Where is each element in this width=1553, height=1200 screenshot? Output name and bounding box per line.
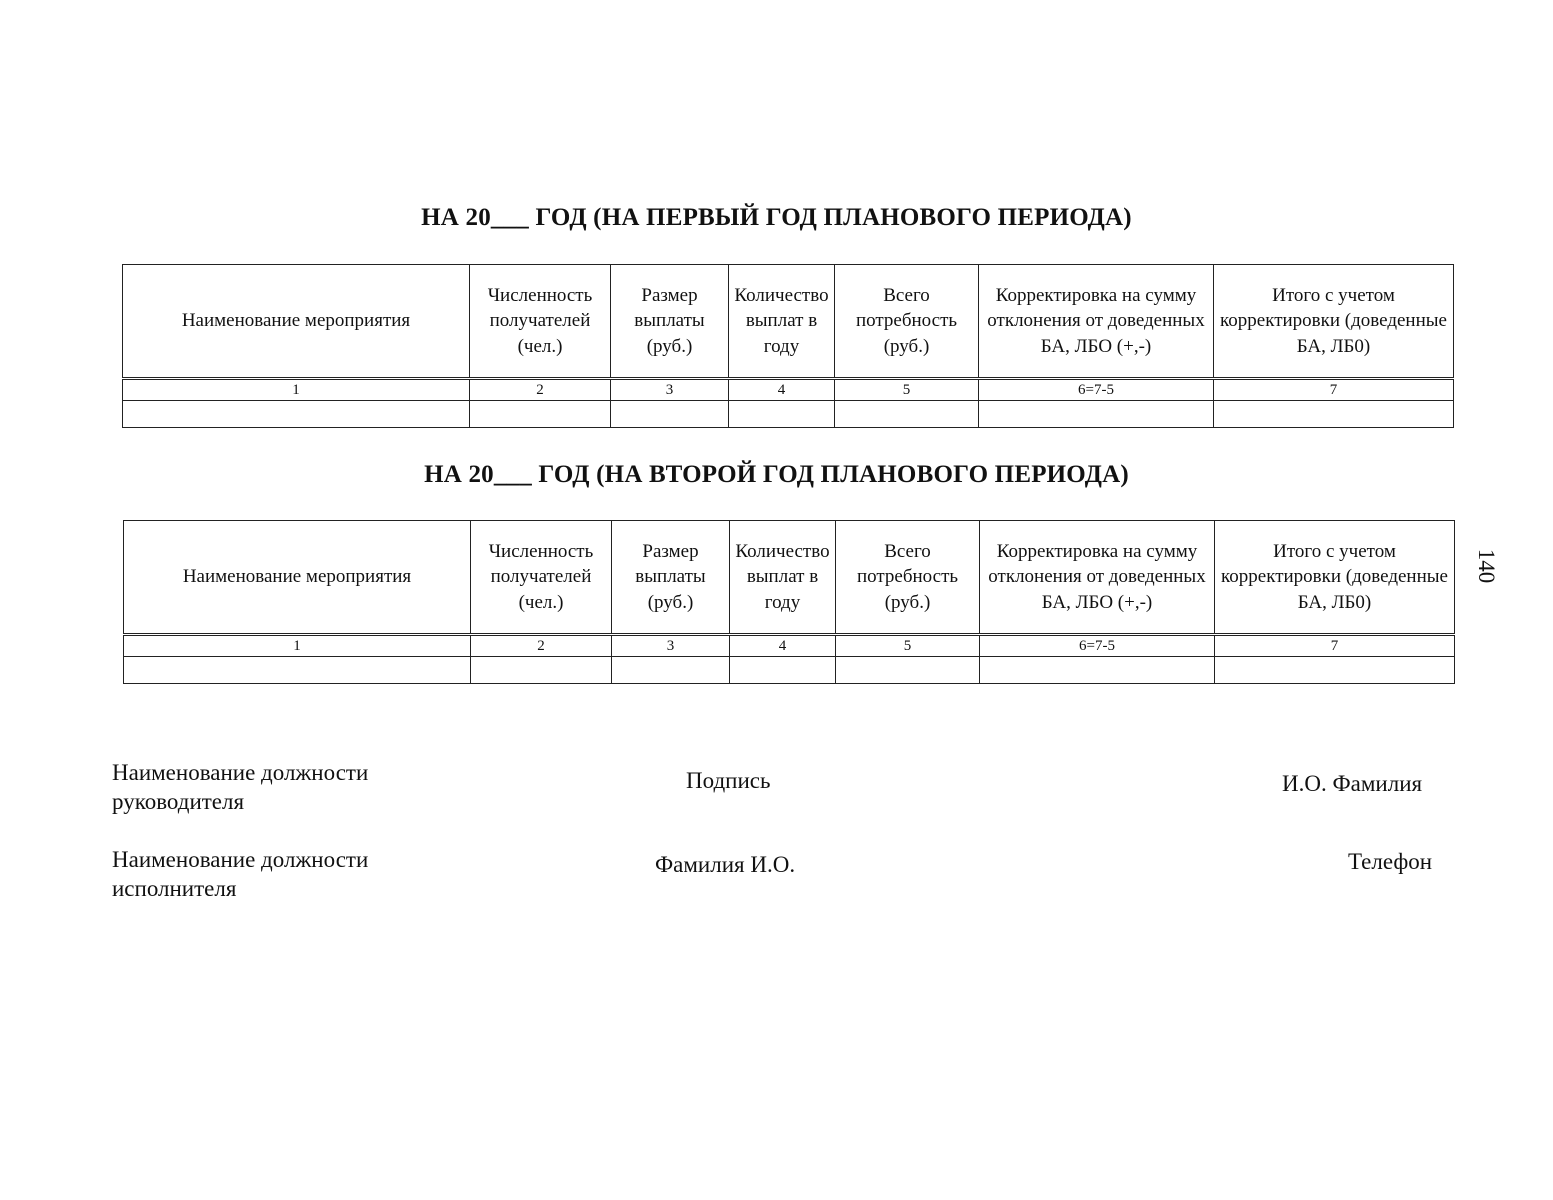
column-number: 7 <box>1215 635 1455 657</box>
header-total-need: Всего потребность (руб.) <box>835 265 979 379</box>
table-row <box>124 657 1455 684</box>
column-number: 5 <box>836 635 980 657</box>
payment-table-second-year <box>123 520 1455 684</box>
column-number: 7 <box>1214 379 1454 401</box>
signature-label: Подпись <box>686 768 771 793</box>
header-event-name: Наименование мероприятия <box>124 521 471 635</box>
header-total-need: Всего потребность (руб.) <box>836 521 980 635</box>
table-row <box>123 401 1454 428</box>
header-payments-per-year: Количество выплат в году <box>730 521 836 635</box>
empty-cell <box>612 657 730 684</box>
empty-cell <box>729 401 835 428</box>
header-total-adjusted: Итого с учетом корректировки (доведенные БА, ЛБ0) <box>1215 521 1455 635</box>
page-number: 140 <box>1474 548 1499 584</box>
column-number: 6=7-5 <box>979 379 1214 401</box>
empty-cell <box>124 657 471 684</box>
empty-cell <box>980 657 1215 684</box>
column-number: 4 <box>729 379 835 401</box>
head-position-label: Наименование должности руководителя <box>112 760 369 814</box>
empty-cell <box>611 401 729 428</box>
head-name-label: И.О. Фамилия <box>1282 771 1423 796</box>
header-event-name: Наименование мероприятия <box>123 265 470 379</box>
empty-cell <box>471 657 612 684</box>
column-number: 5 <box>835 379 979 401</box>
header-recipients-count: Численность получателей (чел.) <box>471 521 612 635</box>
header-total-adjusted: Итого с учетом корректировки (доведенные БА, ЛБ0) <box>1214 265 1454 379</box>
column-number: 1 <box>123 379 470 401</box>
empty-cell <box>470 401 611 428</box>
header-recipients-count: Численность получателей (чел.) <box>470 265 611 379</box>
column-number: 6=7-5 <box>980 635 1215 657</box>
header-adjustment: Корректировка на сумму отклонения от доведенных БА, ЛБО (+,-) <box>979 265 1214 379</box>
header-payments-per-year: Количество выплат в году <box>729 265 835 379</box>
executor-name-label: Фамилия И.О. <box>655 852 796 877</box>
payment-table-first-year <box>122 264 1454 428</box>
column-number: 3 <box>611 379 729 401</box>
table-1-title: НА 20___ ГОД (НА ПЕРВЫЙ ГОД ПЛАНОВОГО ПЕРИОДА) <box>421 204 1132 231</box>
column-number: 1 <box>124 635 471 657</box>
empty-cell <box>1215 657 1455 684</box>
column-number: 2 <box>470 379 611 401</box>
empty-cell <box>1214 401 1454 428</box>
header-payment-size: Размер выплаты (руб.) <box>612 521 730 635</box>
empty-cell <box>835 401 979 428</box>
column-number: 4 <box>730 635 836 657</box>
empty-cell <box>123 401 470 428</box>
empty-cell <box>730 657 836 684</box>
table-2-title: НА 20___ ГОД (НА ВТОРОЙ ГОД ПЛАНОВОГО ПЕРИОДА) <box>424 461 1129 488</box>
empty-cell <box>836 657 980 684</box>
column-number: 2 <box>471 635 612 657</box>
header-payment-size: Размер выплаты (руб.) <box>611 265 729 379</box>
empty-cell <box>979 401 1214 428</box>
header-adjustment: Корректировка на сумму отклонения от доведенных БА, ЛБО (+,-) <box>980 521 1215 635</box>
column-number: 3 <box>612 635 730 657</box>
executor-position-label: Наименование должности исполнителя <box>112 847 369 901</box>
phone-label: Телефон <box>1348 849 1433 874</box>
